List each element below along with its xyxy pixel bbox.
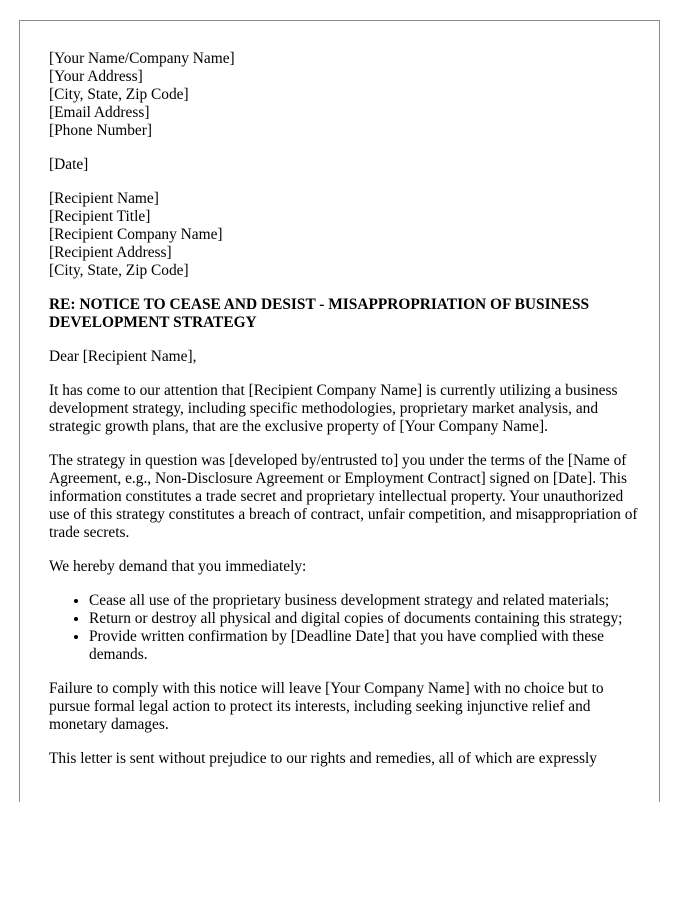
paragraph-attention: It has come to our attention that [Recipient Company Name] is currently utilizing a business development strategy, including specific methodologies, proprietary market analysis, and strategic growth plans, that are the exclusive property of [Your Company Name]. <box>49 382 618 435</box>
sender-phone: [Phone Number] <box>49 122 153 139</box>
list-item: • Return or destroy all physical and digital copies of documents containing this strategy; <box>89 610 639 628</box>
paragraph-strategy: The strategy in question was [developed by/entrusted to] you under the terms of the [Name of Agreement, e.g., Non-Disclosure Agreement or Employment Contract] signed on [Date]. This information constitutes a trade secret and proprietary intellectual property. Your unauthorized use of this strategy constitutes a breach of contract, unfair competition, and misappropriation of trade secrets. <box>49 452 638 541</box>
letter-content <box>49 50 639 784</box>
demands-list <box>49 592 639 664</box>
recipient-city-state-zip: [City, State, Zip Code] <box>49 262 189 279</box>
letter-date: [Date] <box>49 156 89 173</box>
subject-line: RE: NOTICE TO CEASE AND DESIST - MISAPPROPRIATION OF BUSINESS DEVELOPMENT STRATEGY <box>49 296 590 331</box>
sender-block <box>49 50 639 140</box>
salutation: Dear [Recipient Name], <box>49 348 197 365</box>
letter-page <box>19 20 660 802</box>
paragraph-failure: Failure to comply with this notice will leave [Your Company Name] with no choice but to pursue formal legal action to protect its interests, including seeking injunctive relief and monetary damages. <box>49 680 604 733</box>
sender-address: [Your Address] <box>49 68 143 85</box>
sender-name: [Your Name/Company Name] <box>49 50 235 67</box>
list-item: • Cease all use of the proprietary business development strategy and related materials; <box>89 592 639 610</box>
recipient-name: [Recipient Name] <box>49 190 159 207</box>
recipient-block <box>49 190 639 280</box>
paragraph-demand-intro: We hereby demand that you immediately: <box>49 558 307 575</box>
paragraph-without-prejudice: This letter is sent without prejudice to our rights and remedies, all of which are expressly <box>49 750 597 767</box>
sender-email: [Email Address] <box>49 104 150 121</box>
recipient-address: [Recipient Address] <box>49 244 172 261</box>
recipient-title: [Recipient Title] <box>49 208 151 225</box>
date-block <box>49 156 639 174</box>
list-item: • Provide written confirmation by [Deadline Date] that you have complied with these demands. <box>89 628 639 664</box>
sender-city-state-zip: [City, State, Zip Code] <box>49 86 189 103</box>
recipient-company: [Recipient Company Name] <box>49 226 223 243</box>
